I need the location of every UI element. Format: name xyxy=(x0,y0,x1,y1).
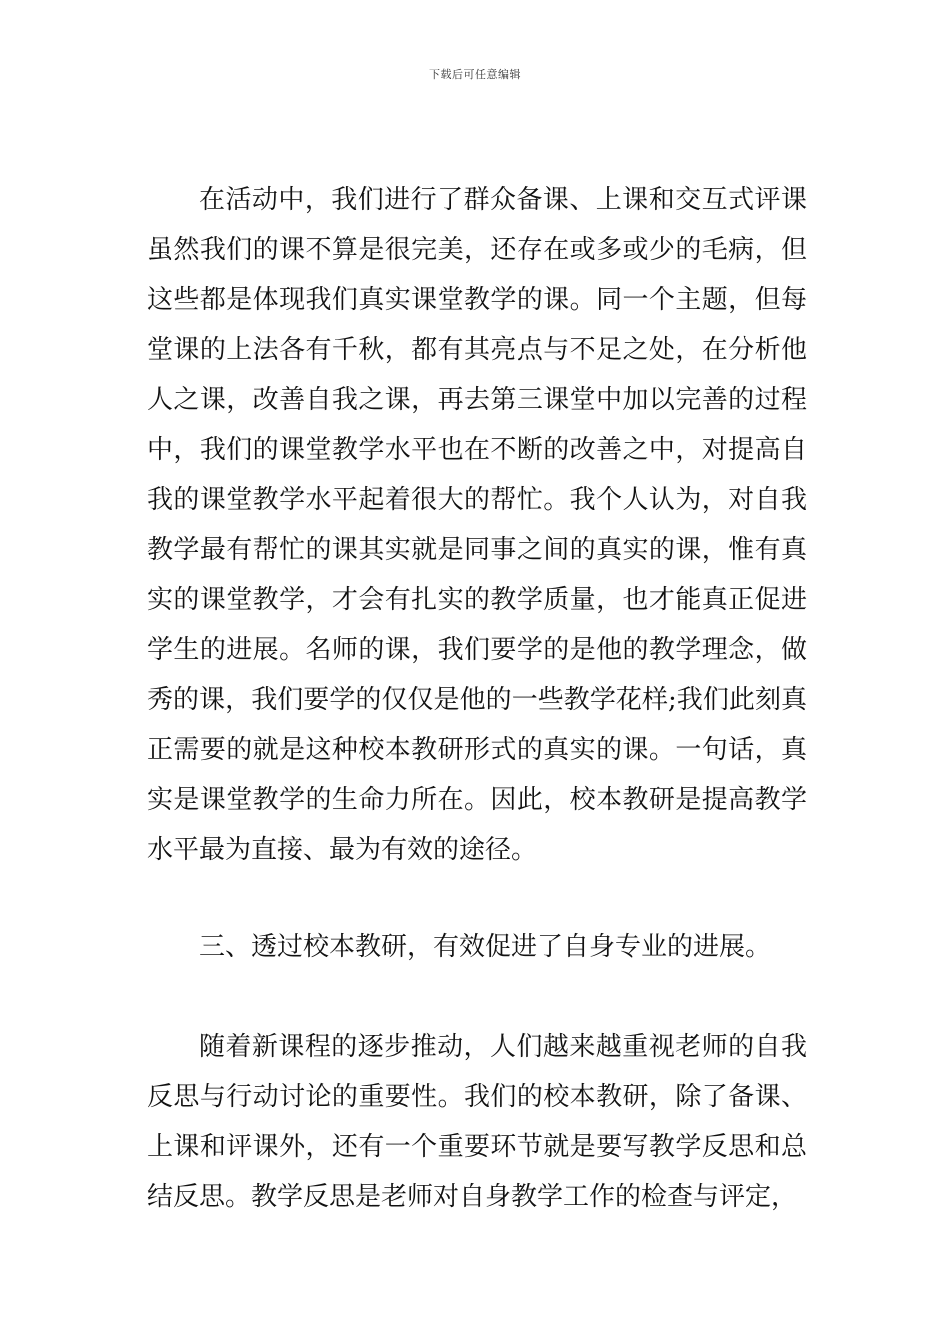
section-heading: 三、透过校本教研，有效促进了自身专业的进展。 xyxy=(199,932,772,962)
header-note: 下载后可任意编辑 xyxy=(429,68,521,81)
body-paragraph: 在活动中，我们进行了群众备课、上课和交互式评课虽然我们的课不算是很完美，还存在或多或少的毛病，但这些都是体现我们真实课堂教学的课。同一个主题，但每堂课的上法各有千秋，都有其亮点与不足之处，在分析他人之课，改善自我之课，再去第三课堂中加以完善的过程中，我们的课堂教学水平也在不断的改善之中，对提高自我的课堂教学水平起着很大的帮忙。我个人认为，对自我教学最有帮忙的课其实就是同事之间的真实的课，惟有真实的课堂教学，才会有扎实的教学质量，也才能真正促进学生的进展。名师的课，我们要学的是他的教学理念，做秀的课，我们要学的仅仅是他的一些教学花样;我们此刻真正需要的就是这种校本教研形式的真实的课。一句话，真实是课堂教学的生命力所在。因此，校本教研是提高教学水平最为直接、最为有效的途径。 xyxy=(147,185,807,865)
body-paragraph: 随着新课程的逐步推动，人们越来越重视老师的自我反思与行动讨论的重要性。我们的校本教研，除了备课、上课和评课外，还有一个重要环节就是要写教学反思和总结反思。教学反思是老师对自身教学工作的检查与评定， xyxy=(147,1032,807,1212)
